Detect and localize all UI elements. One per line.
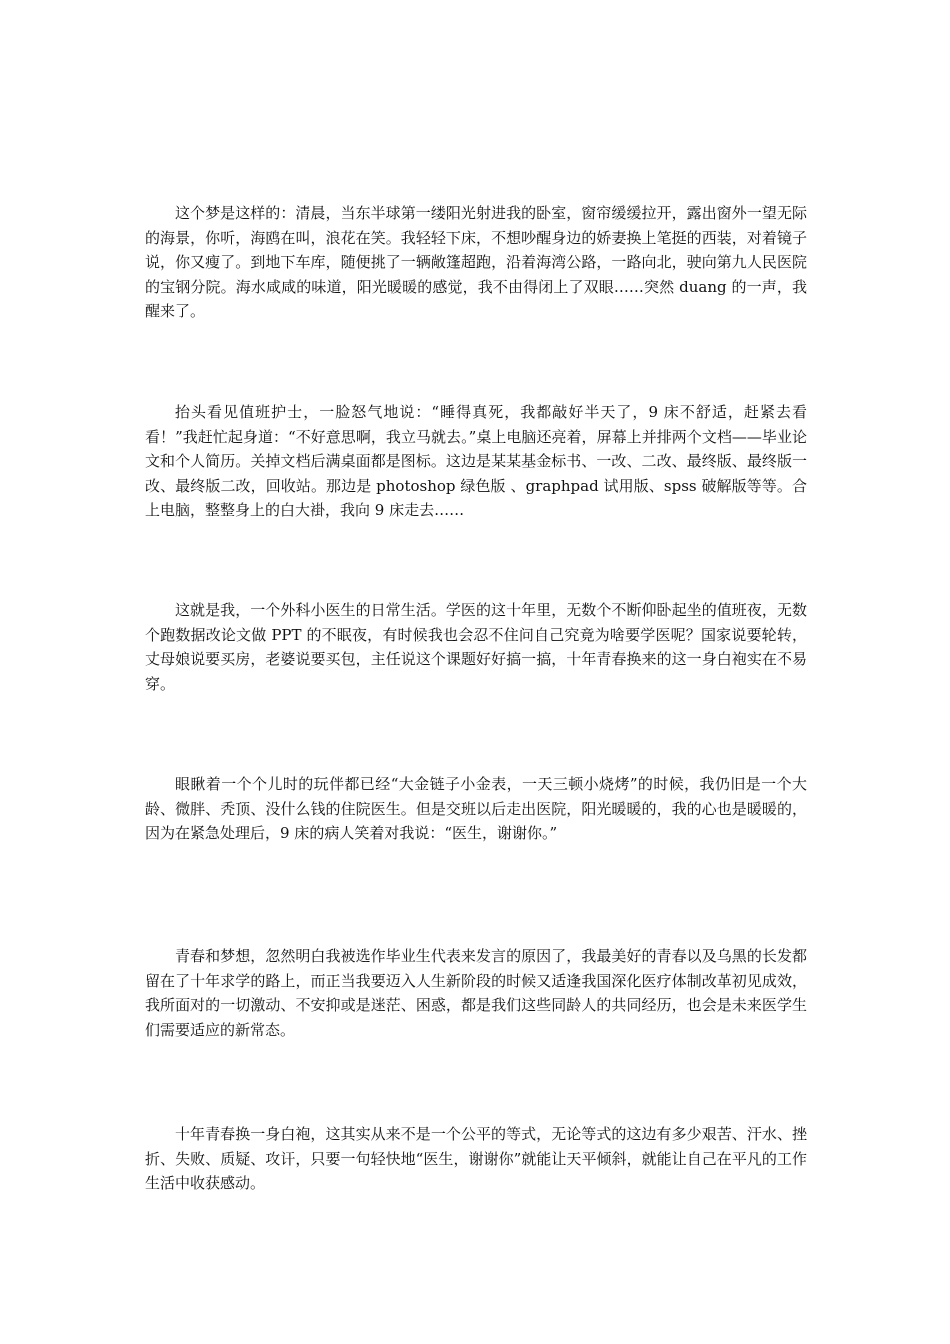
paragraph-playmates: 眼瞅着一个个儿时的玩伴都已经“大金链子小金表，一天三顿小烧烤”的时候，我仍旧是一个大龄、微胖、秃顶、没什么钱的住院医生。但是交班以后走出医院，阳光暖暖的，我的心也是暖暖的，因为在紧急处理后，9 床的病人笑着对我说：“医生，谢谢你。” bbox=[145, 775, 807, 842]
paragraph-white-coat: 十年青春换一身白袍，这其实从来不是一个公平的等式，无论等式的这边有多少艰苦、汗水、挫折、失败、质疑、攻讦，只要一句轻快地“医生，谢谢你”就能让天平倾斜，就能让自己在平凡的工作生活中收获感动。 bbox=[145, 1125, 807, 1192]
paragraph-youth-dream: 青春和梦想，忽然明白我被选作毕业生代表来发言的原因了，我最美好的青春以及乌黑的长发都留在了十年求学的路上，而正当我要迈入人生新阶段的时候又适逢我国深化医疗体制改革初见成效，我所面对的一切激动、不安抑或是迷茫、困惑，都是我们这些同龄人的共同经历，也会是未来医学生们需要适应的新常态。 bbox=[145, 947, 807, 1039]
paragraph-daily-life: 这就是我，一个外科小医生的日常生活。学医的这十年里，无数个不断仰卧起坐的值班夜，无数个跑数据改论文做 PPT 的不眠夜，有时候我也会忍不住问自己究竟为啥要学医呢？国家说要轮转，丈母娘说要买房，老婆说要买包，主任说这个课题好好搞一搞，十年青春换来的这一身白袍实在不易穿。 bbox=[145, 601, 807, 693]
paragraph-nurse: 抬头看见值班护士，一脸怒气地说：“睡得真死，我都敲好半天了，9 床不舒适，赶紧去看看！”我赶忙起身道：“不好意思啊，我立马就去。”桌上电脑还亮着，屏幕上并排两个文档——毕业论文和个人简历。关掉文档后满桌面都是图标。这边是某某基金标书、一改、二改、最终版、最终版一改、最终版二改，回收站。那边是 photoshop 绿色版 、graphpad 试用版、spss 破解版等等。合上电脑，整整身上的白大褂，我向 9 床走去…… bbox=[145, 403, 807, 519]
paragraph-dream: 这个梦是这样的：清晨，当东半球第一缕阳光射进我的卧室，窗帘缓缓拉开，露出窗外一望无际的海景，你听，海鸥在叫，浪花在笑。我轻轻下床，不想吵醒身边的娇妻换上笔挺的西装，对着镜子说，你又瘦了。到地下车库，随便挑了一辆敞篷超跑，沿着海湾公路，一路向北，驶向第九人民医院的宝钢分院。海水咸咸的味道，阳光暖暖的感觉，我不由得闭上了双眼……突然 duang 的一声，我醒来了。 bbox=[145, 204, 807, 320]
